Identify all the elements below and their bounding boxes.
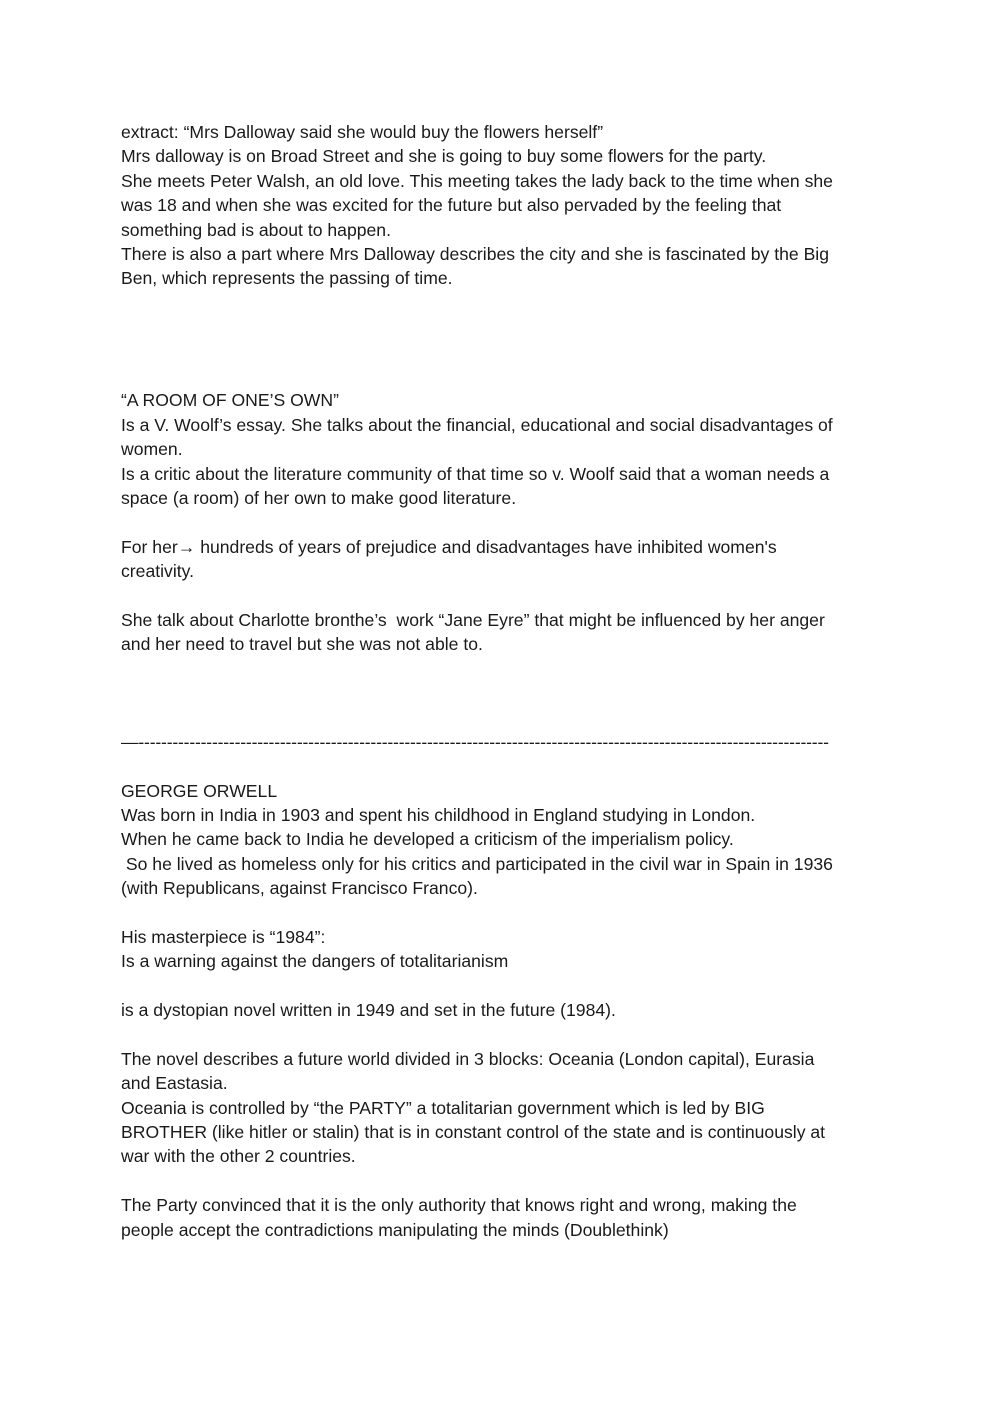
section-title: GEORGE ORWELL [121, 780, 278, 801]
text-line: She talk about Charlotte bronthe’s work “Jane Eyre” that might be influenced by her anger [121, 609, 825, 630]
text-line: She meets Peter Walsh, an old love. This meeting takes the lady back to the time when she [121, 170, 833, 191]
spacer [121, 291, 881, 389]
room-of-ones-own-section [121, 388, 881, 656]
section-title: “A ROOM OF ONE’S OWN” [121, 390, 339, 411]
spacer [121, 583, 881, 607]
text-line: women. [121, 439, 183, 460]
text-line: Is a V. Woolf’s essay. She talks about the financial, educational and social disadvantages of [121, 414, 833, 435]
text-line: and Eastasia. [121, 1073, 228, 1094]
text-line: war with the other 2 countries. [121, 1146, 356, 1167]
text-line: something bad is about to happen. [121, 219, 391, 240]
spacer [121, 901, 881, 925]
george-orwell-section [121, 779, 881, 1242]
spacer [121, 754, 881, 778]
text-line: extract: “Mrs Dalloway said she would buy the flowers herself” [121, 122, 604, 142]
text-line: His masterpiece is “1984”: [121, 926, 326, 947]
spacer [121, 1169, 881, 1193]
text-line: The Party convinced that it is the only authority that knows right and wrong, making the [121, 1195, 797, 1216]
text-line: Oceania is controlled by “the PARTY” a totalitarian government which is led by BIG [121, 1097, 765, 1118]
text-line: (with Republicans, against Francisco Franco). [121, 878, 478, 899]
spacer [121, 974, 881, 998]
spacer [121, 1023, 881, 1047]
document-page [121, 120, 881, 1242]
text-line: space (a room) of her own to make good literature. [121, 487, 517, 508]
text-line: When he came back to India he developed a criticism of the imperialism policy. [121, 829, 734, 850]
text-line: The novel describes a future world divided in 3 blocks: Oceania (London capital), Eurasia [121, 1048, 815, 1069]
text-line: Is a warning against the dangers of totalitarianism [121, 951, 509, 972]
text-line: BROTHER (like hitler or stalin) that is in constant control of the state and is continuously at [121, 1122, 826, 1143]
spacer [121, 657, 881, 730]
text-line: Was born in India in 1903 and spent his childhood in England studying in London. [121, 804, 756, 825]
dashed-divider: —-------------------------------------------------------------------------------------------------------------------------- [121, 731, 829, 752]
text-line: Mrs dalloway is on Broad Street and she is going to buy some flowers for the party. [121, 146, 767, 167]
text-line: people accept the contradictions manipulating the minds (Doublethink) [121, 1219, 669, 1240]
text-line: There is also a part where Mrs Dalloway describes the city and she is fascinated by the Big [121, 243, 829, 264]
text-line: is a dystopian novel written in 1949 and set in the future (1984). [121, 1000, 616, 1021]
text-line: Is a critic about the literature community of that time so v. Woolf said that a woman needs a [121, 463, 830, 484]
text-line: So he lived as homeless only for his critics and participated in the civil war in Spain in 1936 [121, 853, 833, 874]
text-line: and her need to travel but she was not able to. [121, 634, 483, 655]
spacer [121, 510, 881, 534]
text-line: For her→ hundreds of years of prejudice and disadvantages have inhibited women's [121, 536, 777, 557]
text-line: creativity. [121, 561, 194, 582]
mrs-dalloway-section [121, 120, 881, 291]
text-line: was 18 and when she was excited for the future but also pervaded by the feeling that [121, 195, 782, 216]
text-line: Ben, which represents the passing of time. [121, 268, 453, 289]
